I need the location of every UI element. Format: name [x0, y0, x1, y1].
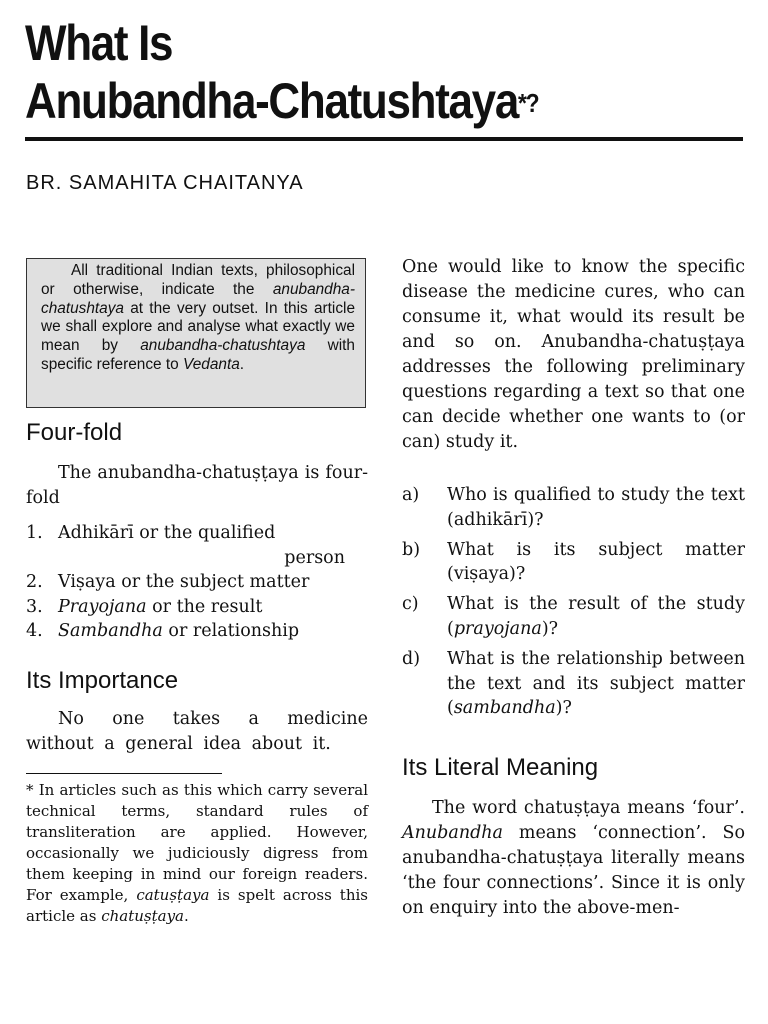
abstract-text: All traditional Indian texts, philosophical or otherwise, indicate the anubandha-chatushtaya at the very outset. In this article we shall explore and analyse what exactly we mean by anubandha-chatushtaya with specific reference to Vedanta.	[41, 262, 355, 373]
four-fold-list	[26, 521, 371, 644]
importance-text: No one takes a medicine without a general idea about it.	[26, 709, 368, 754]
footnote-rule	[26, 773, 222, 774]
literal-meaning-text: The word chatuṣṭaya means ‘four’. Anubandha means ‘connection’. So anubandha-chatuṣṭaya literally means ‘the four connections’. Since it is only on enquiry into the above-men-	[402, 798, 745, 918]
title-line-2: Anubandha-Chatushtaya*?	[25, 73, 539, 129]
list-item: c) What is the result of the study (prayojana)?	[402, 594, 745, 639]
heading-four-fold: Four-fold	[26, 419, 123, 446]
title-footnote-mark: *?	[517, 88, 539, 118]
list-item: 4. Sambandha or relationship	[26, 621, 300, 641]
title-line-1: What Is	[25, 15, 173, 71]
list-item: d) What is the relationship between the text and its subject matter (sambandha)?	[402, 648, 745, 719]
heading-importance: Its Importance	[26, 667, 179, 694]
abstract-box	[26, 258, 366, 408]
right-intro-paragraph: One would like to know the specific disease the medicine cures, who can consume it, what would its result be and so on. Anubandha-chatuṣṭaya addresses the following preliminary questions regarding a text so that one can decide whether one wants to (or can) study it.	[402, 257, 745, 452]
list-item: 2. Viṣaya or the subject matter	[26, 572, 310, 592]
list-item: 1. Adhikārī or the qualified person	[26, 523, 345, 568]
heading-literal-meaning: Its Literal Meaning	[402, 754, 599, 781]
question-list	[402, 483, 745, 726]
page-title	[25, 14, 747, 130]
four-fold-intro: The anubandha-chatuṣṭaya is four-fold	[26, 463, 368, 508]
title-rule	[25, 137, 743, 141]
list-item: b) What is its subject matter (viṣaya)?	[402, 539, 745, 585]
author-name: BR. SAMAHITA CHAITANYA	[26, 172, 304, 194]
footnote: * In articles such as this which carry several technical terms, standard rules of transliteration are applied. However, occasionally we judiciously digress from them keeping in mind our foreign readers. For example, catuṣṭaya is spelt across this article as chatuṣṭaya.	[26, 781, 368, 925]
list-item: a) Who is qualified to study the text (adhikārī)?	[402, 485, 745, 530]
list-item: 3. Prayojana or the result	[26, 596, 263, 617]
